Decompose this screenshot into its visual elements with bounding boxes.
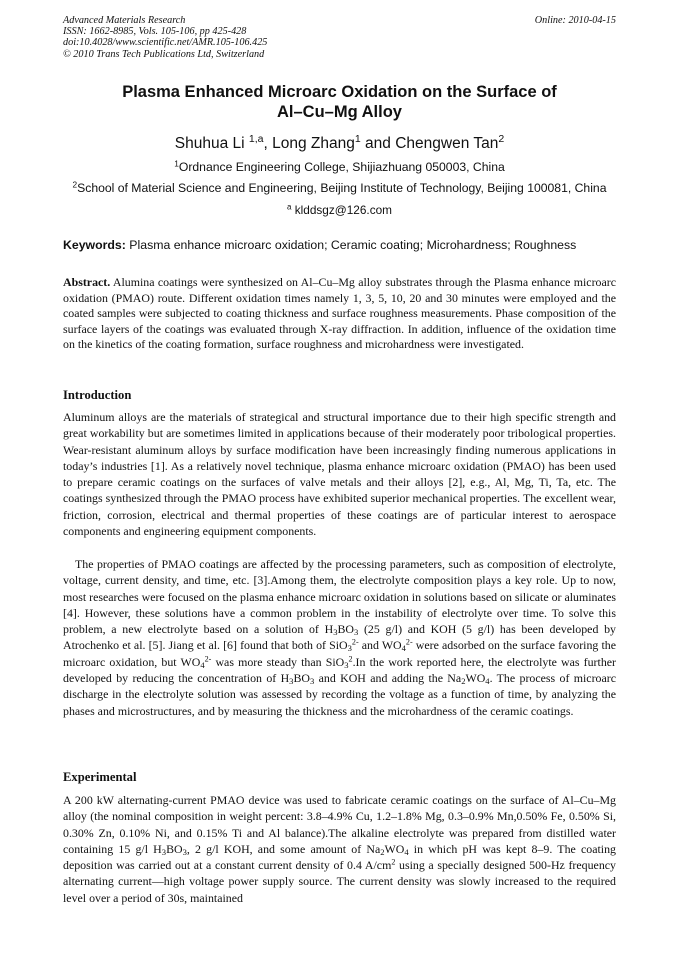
affiliation-1 [63, 160, 616, 174]
issn-line: ISSN: 1662-8985, Vols. 105-106, pp 425-428 [63, 26, 247, 38]
copyright-line: © 2010 Trans Tech Publications Ltd, Switzerland [63, 48, 265, 60]
author-2: , Long Zhang [263, 135, 355, 152]
journal-header [63, 15, 616, 60]
author-1: Shuhua Li [174, 135, 249, 152]
introduction-heading: Introduction [63, 388, 132, 402]
abstract [63, 275, 616, 353]
journal-name: Advanced Materials Research [63, 15, 186, 26]
author-2-affil: 1 [354, 133, 361, 146]
title-line-1: Plasma Enhanced Microarc Oxidation on the Surface of [122, 83, 557, 101]
title-line-2: Al–Cu–Mg Alloy [277, 103, 402, 121]
email-marker: a [287, 202, 292, 212]
author-1-affil: 1,a [248, 133, 264, 146]
email-text: klddsgz@126.com [291, 203, 392, 217]
keywords [63, 238, 616, 252]
introduction-paragraph-2: The properties of PMAO coatings are affected by the processing parameters, such as composition of electrolyte, voltage, current density, and time, etc. [3].Among them, the electrolyte composition plays a key role. Up to now, most researches were focused on the plasma enhance microarc oxidation in solutions based on silicate or aluminates [4]. However, these solutions have a common problem in the instability of electrolyte over time. To solve this problem, a new electrolyte based on a solution of $H_3BO_3$ (25 g/l) and KOH (5 g/l) has been developed by Atrochenko et al. [5]. Jiang et al. [6] found that both of SiO$_3^{2-}$ and $WO_4^{2-}$ were adsorbed on the surface favoring the microarc oxidation, but $WO_4^{2-}$ was more steady than SiO$_3^2$.In the work reported here, the electrolyte was further developed by reducing the concentration of $H_3BO_3$ and KOH and adding the $Na_2WO_4$. The process of microarc discharge in the electrolyte solution was assessed by recording the voltage as a function of time, by analyzing the phases and microstructures, and by measuring the thickness and the microhardness of the ceramic coatings. [63, 557, 617, 718]
affiliation-2-text: School of Material Science and Engineering, Beijing Institute of Technology, Beijing 100081, China [77, 181, 607, 195]
paper-title [63, 82, 616, 122]
author-email [63, 203, 616, 217]
affiliation-2-marker: 2 [72, 179, 78, 190]
affiliation-1-marker: 1 [174, 158, 179, 169]
doi-line: doi:10.4028/www.scientific.net/AMR.105-106.425 [63, 37, 268, 49]
keywords-text: Plasma enhance microarc oxidation; Ceramic coating; Microhardness; Roughness [125, 238, 577, 252]
author-3: and Chengwen Tan [360, 135, 499, 152]
abstract-text: Alumina coatings were synthesized on Al–Cu–Mg alloy substrates through the Plasma enhance microarc oxidation (PMAO) route. Different oxidation times namely 1, 3, 5, 10, 20 and 30 minutes were employed and the coated samples were subjected to coating thickness and surface roughness measurements. Phase composition of the surface layers of the coatings was evaluated through X-ray diffraction. In addition, influence of the oxidation time on the kinetics of the coating formation, surface roughness and microhardness were investigated. [63, 275, 616, 352]
affiliation-2 [63, 181, 616, 195]
online-date: Online: 2010-04-15 [534, 15, 616, 26]
experimental-paragraph-1: A 200 kW alternating-current PMAO device was used to fabricate ceramic coatings on the surface of Al–Cu–Mg alloy (the nominal composition in weight percent: 3.8–4.9% Cu, 1.2–1.8% Mg, 0.3–0.9% Mn,0.50% Fe, 0.50% Si, 0.30% Zn, 0.10% Ni, and 0.15% Ti and Al balance).The alkaline electrolyte was prepared from distilled water containing 15 g/l $H_3BO_3$, 2 g/l KOH, and some amount of $Na_2WO_4$ in which pH was kept 8–9. The coating deposition was carried out at a constant current density of 0.4 $A/cm^2$ using a specially designed 500-Hz frequency alternating current—high voltage power supply source. The current density was slowly increased to the required level over a period of 30s, maintained [63, 793, 616, 905]
keywords-label: Keywords: [63, 238, 126, 252]
introduction-paragraph-1: Aluminum alloys are the materials of strategical and structural importance due to their high specific strength and great workability but are sometimes limited in applications because of their moderately poor tribological properties. Wear-resistant aluminum alloys by surface modification have been increasingly finding numerous applications in today’s industries [1]. As a relatively novel technique, plasma enhance microarc oxidation (PMAO) has been used to prepare ceramic coatings on the surfaces of valve metals and their alloys [2], e.g., Al, Mg, Ti, Ta, etc. The coatings synthesized through the PMAO process have exhibited superior mechanical properties. The excellent wear, friction, corrosion, electrical and thermal properties of these coatings are of particular interest to aerospace components and engineering equipment components. [63, 410, 616, 539]
affiliation-1-text: Ordnance Engineering College, Shijiazhuang 050003, China [178, 160, 505, 174]
abstract-label: Abstract. [63, 275, 111, 289]
author-list [63, 135, 616, 153]
author-3-affil: 2 [498, 133, 505, 146]
experimental-heading: Experimental [63, 770, 137, 784]
